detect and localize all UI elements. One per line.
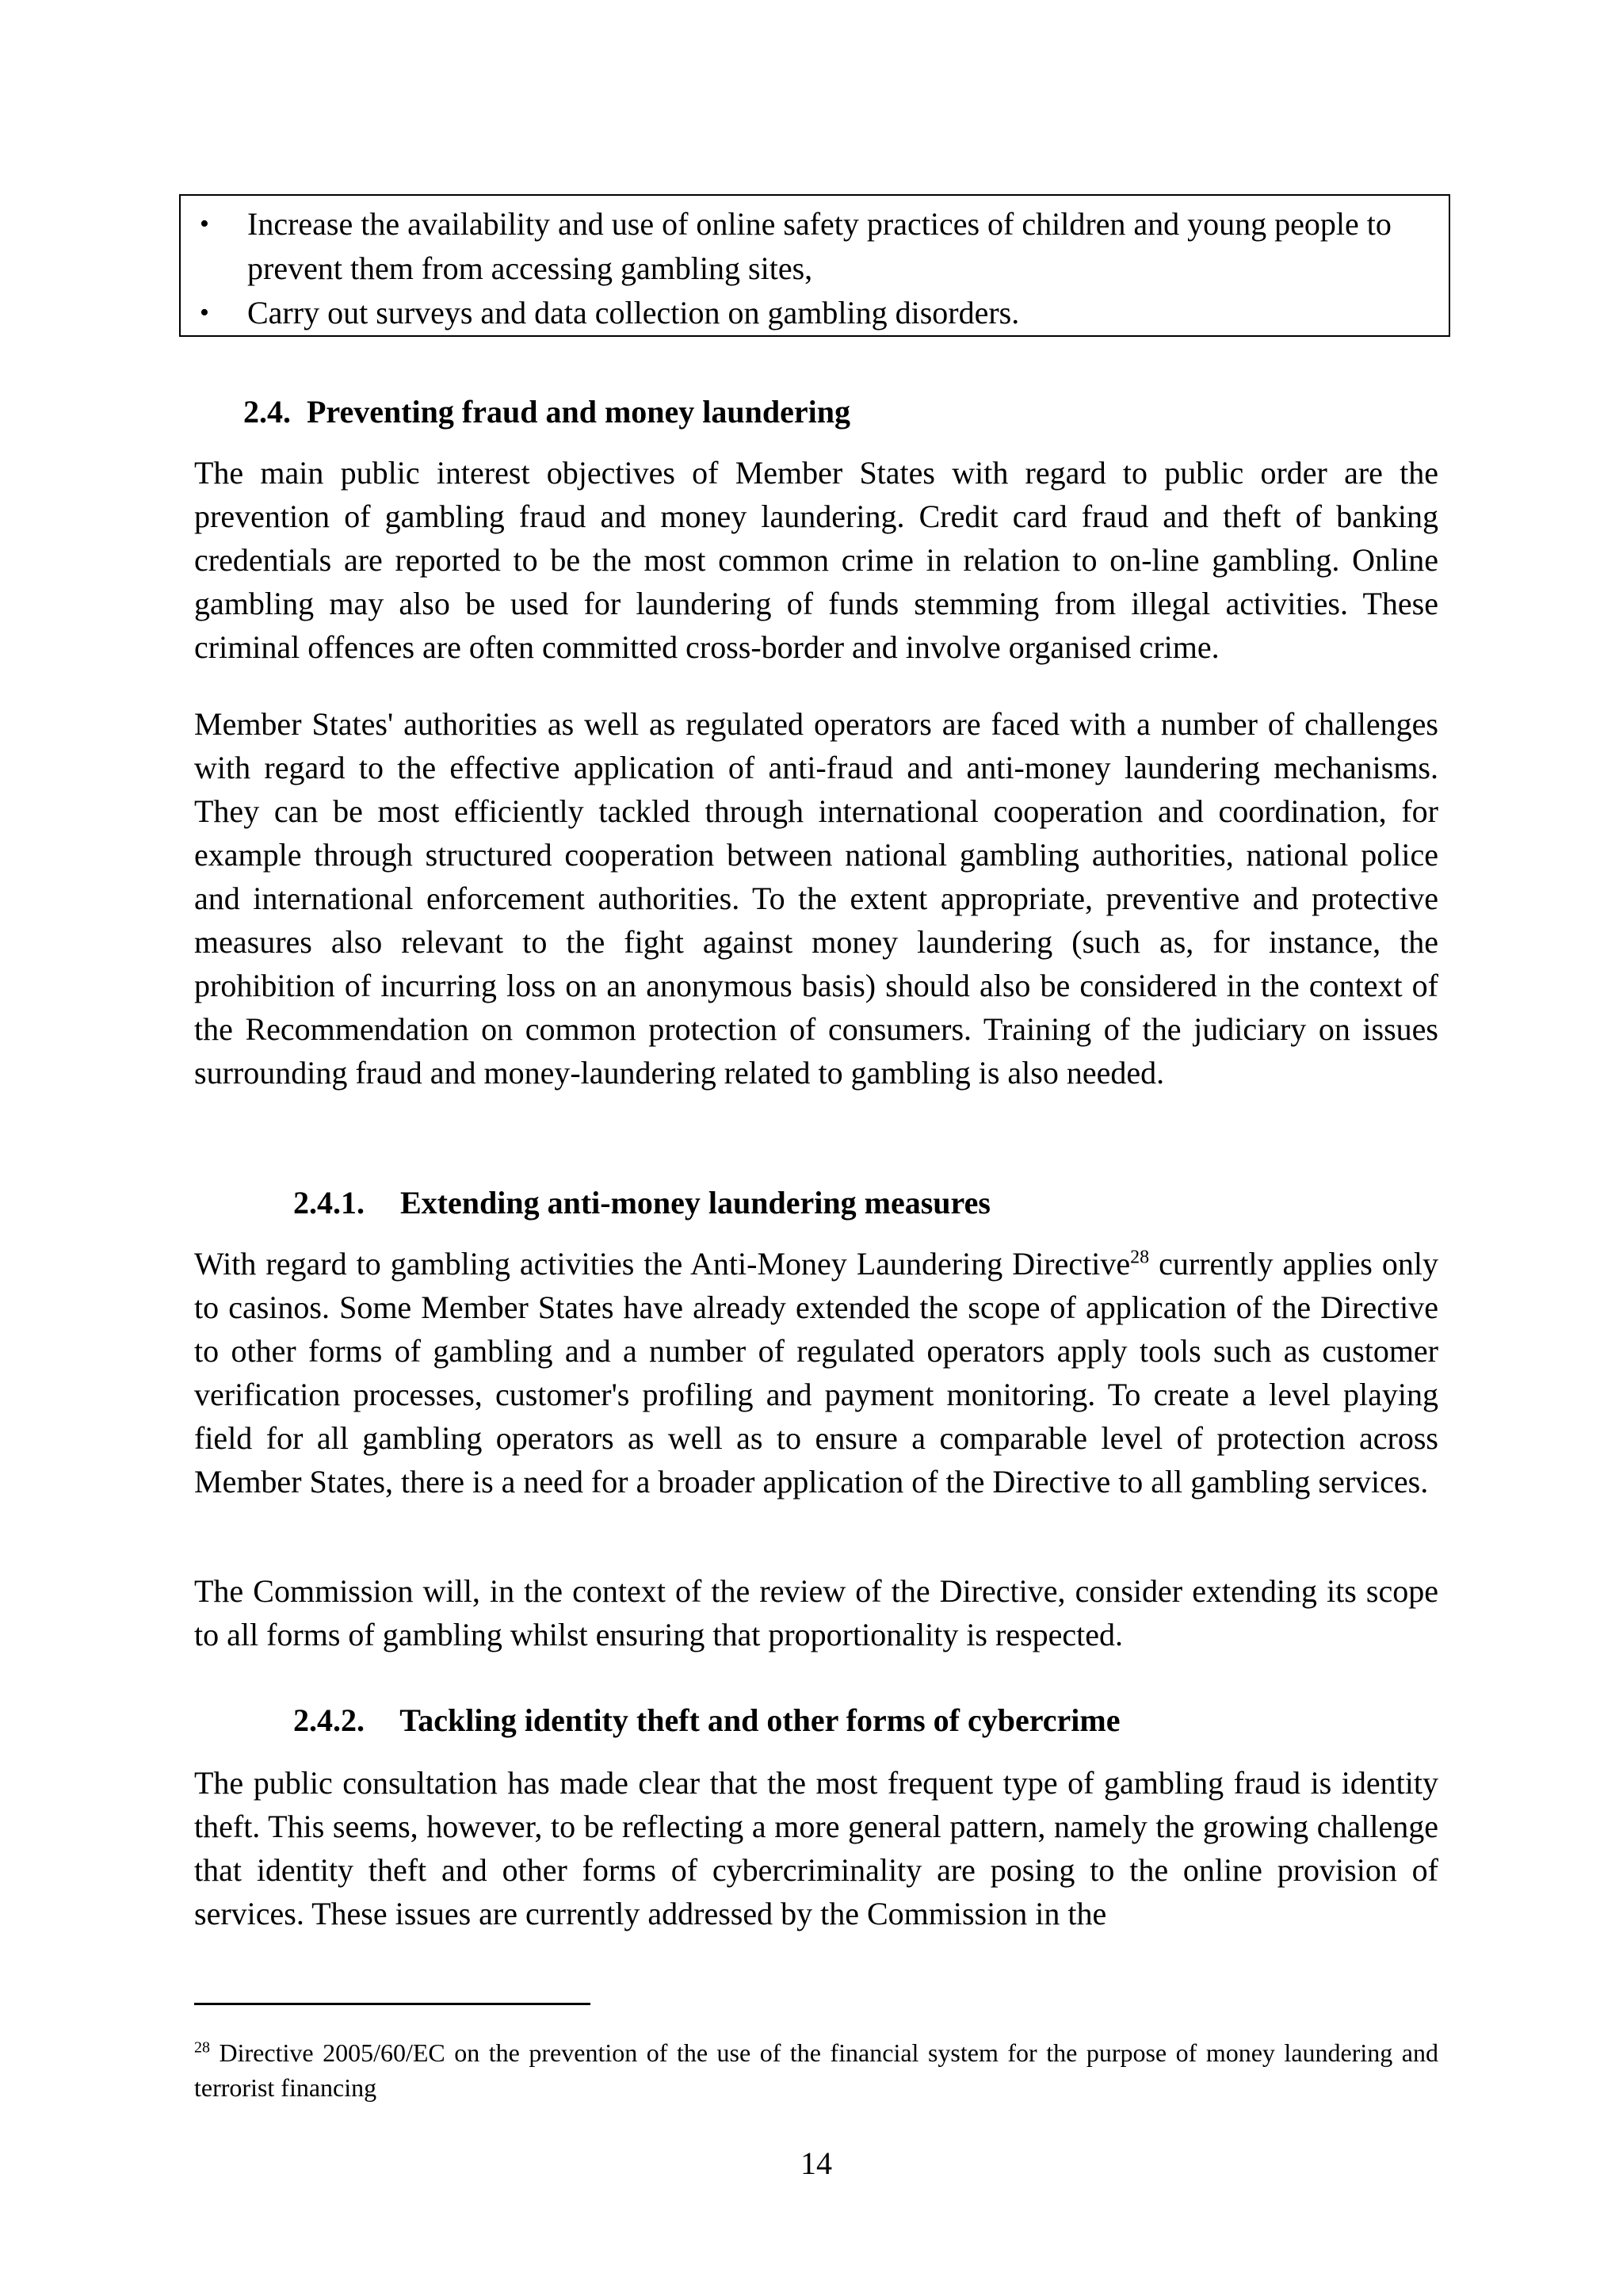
bullet-icon: • xyxy=(200,209,209,239)
paragraph: Member States' authorities as well as regulated operators are faced with a number of challenges with regard to the effective application of anti-fraud and anti-money laundering mechanisms. They can be most efficiently tackled through international cooperation and coordination, for example through structured cooperation between national gambling authorities, national police and international enforcement authorities. To the extent appropriate, preventive and protective measures also relevant to the fight against money laundering (such as, for instance, the prohibition of incurring loss on an anonymous basis) should also be considered in the context of the Recommendation on common protection of consumers. Training of the judiciary on issues surrounding fraud and money-laundering related to gambling is also needed. xyxy=(194,706,1438,1091)
list-item-text: Increase the availability and use of online safety practices of children and young people to prevent them from accessing gambling sites, xyxy=(247,206,1392,286)
section-number: 2.4. xyxy=(243,394,291,430)
paragraph: The public consultation has made clear that the most frequent type of gambling fraud is identity theft. This seems, however, to be reflecting a more general pattern, namely the growing challenge that identity theft and other forms of cybercriminality are posing to the online provision of services. These issues are currently addressed by the Commission in the xyxy=(194,1765,1438,1931)
footnote-divider xyxy=(194,2003,590,2005)
list-item-text: Carry out surveys and data collection on gambling disorders. xyxy=(247,295,1020,330)
paragraph: The Commission will, in the context of the review of the Directive, consider extending its scope to all forms of gambling whilst ensuring that proportionality is respected. xyxy=(194,1573,1438,1652)
section-heading-2-4-2 xyxy=(293,1698,1120,1743)
footnote-number: 28 xyxy=(194,2038,210,2057)
recommendations-box xyxy=(179,194,1450,337)
page-number: 14 xyxy=(800,2145,832,2181)
footnote-text: Directive 2005/60/EC on the prevention of the use of the financial system for the purpose of money laundering and terrorist financing xyxy=(194,2038,1438,2102)
section-title: Extending anti-money laundering measures xyxy=(400,1185,991,1221)
section-number: 2.4.1. xyxy=(293,1185,365,1221)
bullet-icon: • xyxy=(200,298,209,327)
footnote-reference[interactable]: 28 xyxy=(1130,1247,1150,1268)
paragraph: The main public interest objectives of Member States with regard to public order are the prevention of gambling fraud and money laundering. Credit card fraud and theft of banking credentials are reported to be the most common crime in relation to on-line gambling. Online gambling may also be used for laundering of funds stemming from illegal activities. These criminal offences are often committed cross-border and involve organised crime. xyxy=(194,455,1438,665)
section-number: 2.4.2. xyxy=(293,1702,365,1738)
paragraph xyxy=(194,1242,1438,1503)
list-item xyxy=(200,291,1436,335)
section-heading-2-4-1 xyxy=(293,1181,991,1225)
paragraph-text: currently applies only to casinos. Some Member States have already extended the scope of application of the Directive to other forms of gambling and a number of regulated operators apply tools such as customer verification processes, customer's profiling and payment monitoring. To create a level playing field for all gambling operators as well as to ensure a comparable level of protection across Member States, there is a need for a broader application of the Directive to all gambling services. xyxy=(194,1246,1438,1499)
list-item xyxy=(200,202,1436,291)
section-title: Preventing fraud and money laundering xyxy=(307,394,850,430)
section-title: Tackling identity theft and other forms of cybercrime xyxy=(399,1702,1121,1738)
paragraph-text: With regard to gambling activities the Anti-Money Laundering Directive xyxy=(194,1246,1131,1282)
footnote xyxy=(194,2035,1438,2105)
section-heading-2-4 xyxy=(243,390,850,434)
